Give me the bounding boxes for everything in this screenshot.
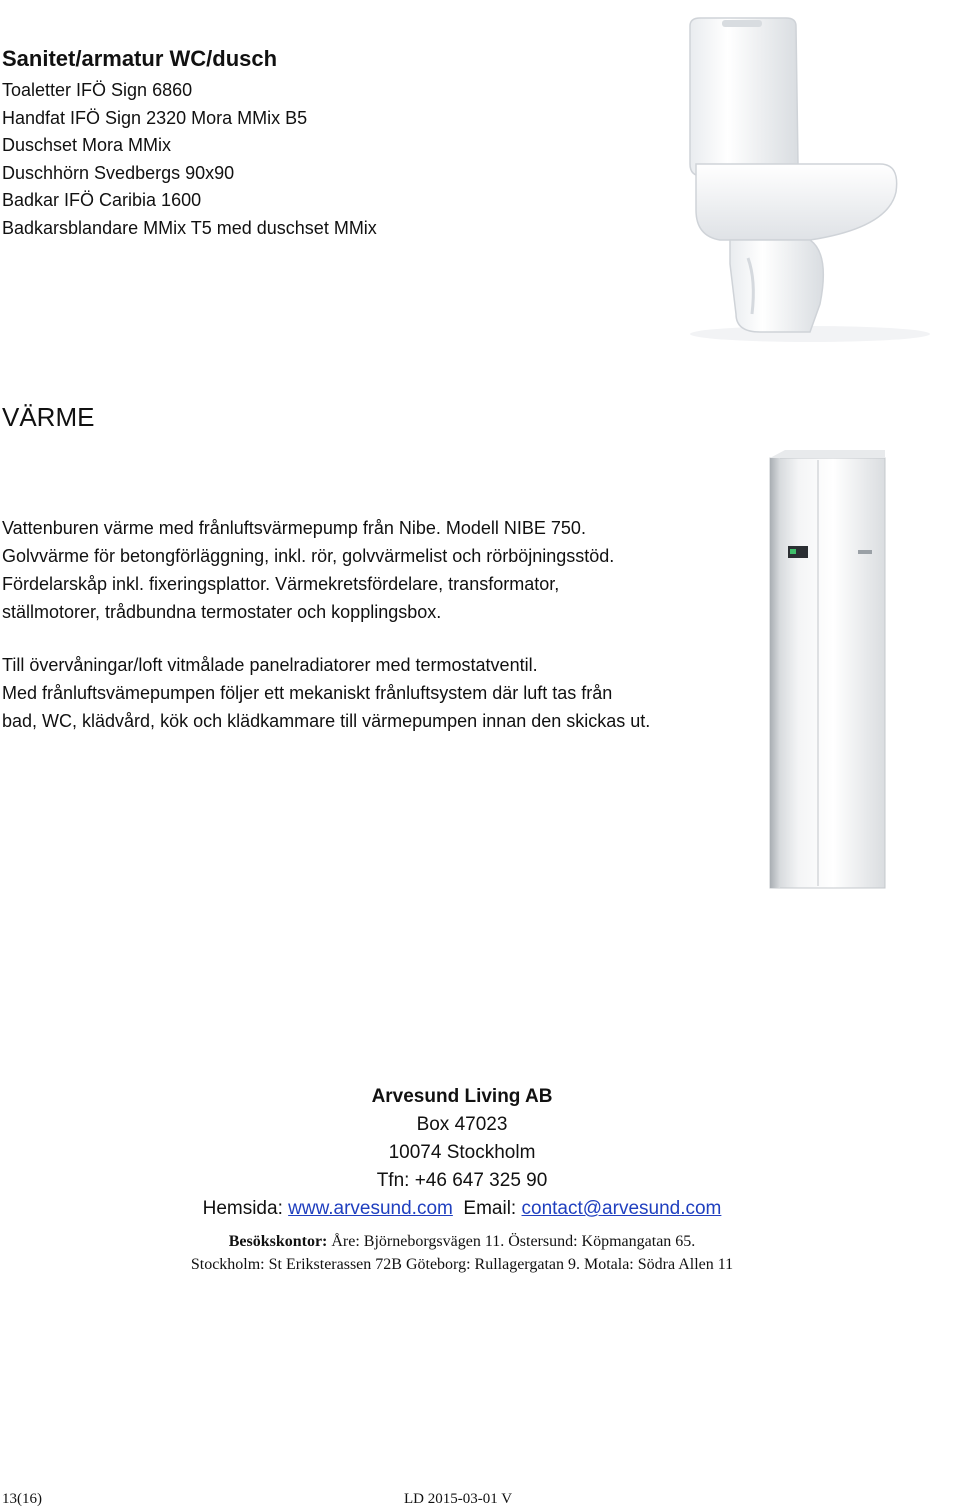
text-line: Fördelarskåp inkl. fixeringsplattor. Värmekretsfördelare, transformator, [2,574,560,594]
website-label: Hemsida: [202,1198,283,1219]
sanitet-list [2,77,377,242]
list-item: Toaletter IFÖ Sign 6860 [2,80,193,100]
postal-city: 10074 Stockholm [388,1142,536,1163]
text-line: Golvvärme för betongförläggning, inkl. rör, golvvärmelist och rörböjningsstöd. [2,546,615,566]
offices-text-1: Åre: Björneborgsvägen 11. Östersund: Köpmangatan 65. [331,1233,696,1250]
text-line: bad, WC, klädvård, kök och klädkammare till värmepumpen innan den skickas ut. [2,711,651,731]
offices-line-1 [120,1230,804,1253]
text-line: Vattenburen värme med frånluftsvärmepump från Nibe. Modell NIBE 750. [2,518,586,538]
page-number: 13(16) [2,1491,42,1507]
company-name: Arvesund Living AB [371,1086,553,1107]
sanitet-heading: Sanitet/armatur WC/dusch [2,46,278,71]
list-item: Duschhörn Svedbergs 90x90 [2,162,235,183]
list-item: Badkar IFÖ Caribia 1600 [2,190,202,210]
email-link[interactable]: contact@arvesund.com [521,1198,722,1219]
text-line: ställmotorer, trådbundna termostater och kopplingsbox. [2,602,442,622]
contact-block [120,1083,804,1276]
website-link[interactable]: www.arvesund.com [288,1198,453,1219]
offices-line-2: Stockholm: St Eriksterassen 72B Göteborg: Rullagergatan 9. Motala: Södra Allen 11 [190,1256,734,1273]
document-code: LD 2015-03-01 V [404,1491,513,1507]
heating-description [2,514,614,626]
postal-box: Box 47023 [416,1114,508,1135]
varme-heading: VÄRME [2,402,95,432]
offices-block [120,1230,804,1276]
list-item: Duschset Mora MMix [2,135,172,155]
text-line: Med frånluftsvämepumpen följer ett mekaniskt frånluftsystem där luft tas från [2,683,613,703]
ventilation-description [2,679,650,735]
radiator-text: Till övervåningar/loft vitmålade panelradiatorer med termostatventil. [2,655,538,675]
web-contact-line [120,1195,804,1223]
toilet-image [660,14,960,344]
heat-pump-image [740,448,890,938]
offices-label: Besökskontor: [228,1233,328,1250]
phone-number: Tfn: +46 647 325 90 [376,1170,548,1191]
email-label: Email: [463,1198,517,1219]
list-item: Badkarsblandare MMix T5 med duschset MMix [2,217,377,238]
list-item: Handfat IFÖ Sign 2320 Mora MMix B5 [2,107,308,128]
